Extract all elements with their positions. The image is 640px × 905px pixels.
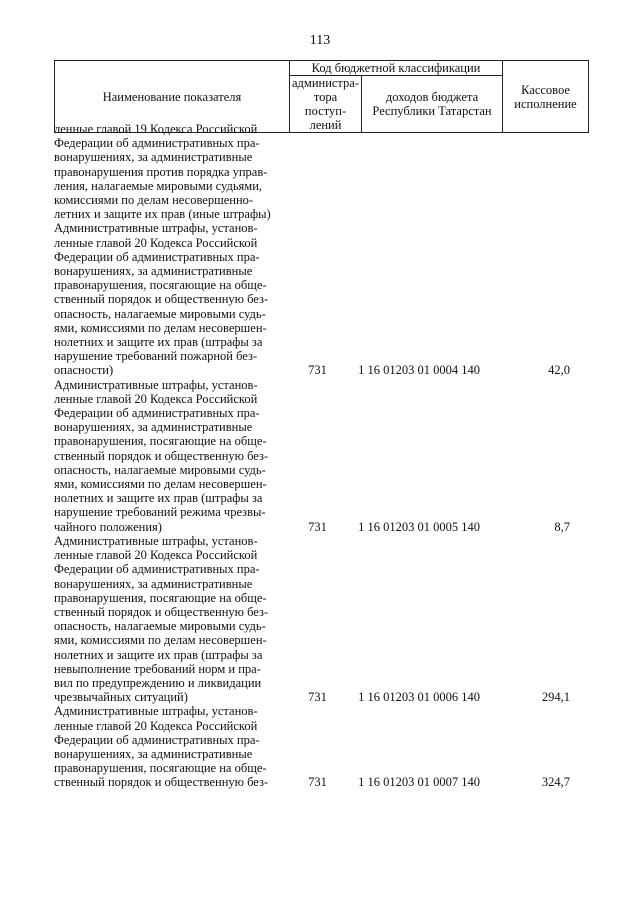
row-name: Административные штрафы, установ- ленные главой 20 Кодекса Российской Федерации об административных пра- вонарушениях, за административные правонарушения, посягающие на обще- ственный порядок и общественную без- опасность, налагаемые мировыми судь- ями, комиссиями по делам несовершен- нолетних и защите их прав (штрафы за невыполнение требований норм и пра- вил по предупреждению и ликвидации чрезвычайных ситуаций) (54, 533, 269, 705)
table-row (54, 378, 574, 534)
table-row (54, 221, 574, 377)
row-name: ленные главой 19 Кодекса Российской Федерации об административных пра- вонарушениях, за административные правонарушения против порядка управ- ления, налагаемые мировыми судьями, комиссиями по делам несовершенно- летних и защите их прав (иные штрафы) (54, 122, 271, 222)
page-number: 113 (309, 33, 331, 48)
row-admin: 731 (308, 690, 327, 705)
header-execution-text: Кассовое исполнение (514, 82, 577, 111)
header-admin-text: администра- тора поступ- лений (292, 76, 360, 132)
row-amount: 8,7 (554, 519, 570, 534)
header-name: Наименование показателя (55, 61, 290, 133)
row-code: 1 16 01203 01 0005 140 (358, 519, 480, 534)
row-name: Административные штрафы, установ- ленные главой 20 Кодекса Российской Федерации об административных пра- вонарушениях, за административные правонарушения, посягающие на обще- ственный порядок и общественную без- опасность, налагаемые мировыми судь- ями, комиссиями по делам несовершен- нолетних и защите их прав (штрафы за нарушение требований режима чрезвы- чайного положения) (54, 377, 269, 534)
header-code-group: Код бюджетной классификации (290, 61, 503, 76)
row-amount: 42,0 (548, 363, 570, 378)
row-admin: 731 (308, 775, 327, 790)
row-admin: 731 (308, 363, 327, 378)
row-code: 1 16 01203 01 0007 140 (358, 775, 480, 790)
table-row (54, 704, 574, 789)
table-row (54, 122, 574, 221)
table-row (54, 534, 574, 704)
row-admin: 731 (308, 519, 327, 534)
row-amount: 324,7 (541, 775, 570, 790)
row-name: Административные штрафы, установ- ленные главой 20 Кодекса Российской Федерации об административных пра- вонарушениях, за административные правонарушения, посягающие на обще- ственный порядок и общественную без- (54, 704, 269, 790)
row-amount: 294,1 (541, 690, 570, 705)
row-code: 1 16 01203 01 0006 140 (358, 690, 480, 705)
header-income-text: доходов бюджета Республики Татарстан (372, 90, 492, 118)
row-code: 1 16 01203 01 0004 140 (358, 363, 480, 378)
row-name: Административные штрафы, установ- ленные главой 20 Кодекса Российской Федерации об административных пра- вонарушениях, за административные правонарушения, посягающие на обще- ственный порядок и общественную без- опасность, налагаемые мировыми судь- ями, комиссиями по делам несовершен- нолетних и защите их прав (штрафы за нарушение требований пожарной без- опасности) (54, 221, 269, 378)
table-body (54, 122, 574, 790)
